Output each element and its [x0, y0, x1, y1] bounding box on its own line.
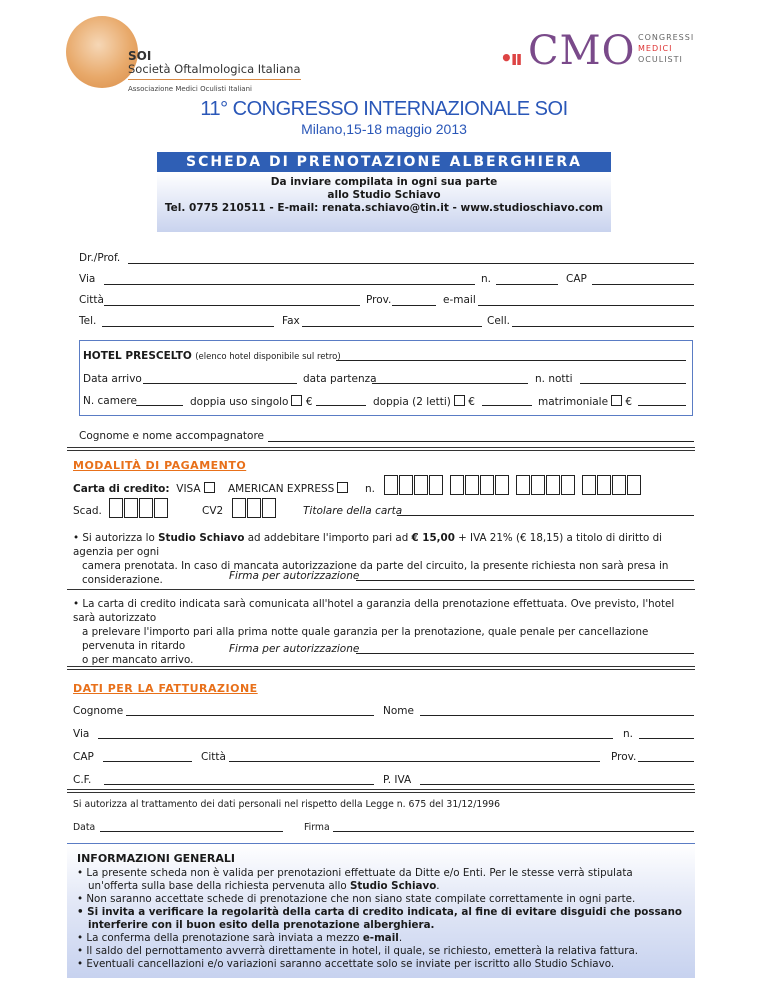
soi-logo [66, 14, 306, 100]
form-instructions [157, 172, 611, 232]
accomp-label: Cognome e nome accompagnatore [79, 430, 265, 442]
p1-line-2: camera prenotata. In caso di mancata autorizzazione da parte del circuito, la presente richiesta non sarà presa in considerazione. [82, 560, 669, 586]
n-label: n. [481, 273, 491, 285]
data-field[interactable] [100, 831, 283, 832]
digit-box[interactable] [465, 475, 479, 495]
digit-box[interactable] [531, 475, 545, 495]
euro-symbol: € [305, 396, 313, 408]
doppia-price-field[interactable] [482, 405, 532, 406]
dr-label: Dr./Prof. [79, 252, 121, 264]
doppia-checkbox[interactable] [454, 395, 465, 406]
data-label: Data [73, 822, 96, 833]
billing-section-title: DATI PER LA FATTURAZIONE [73, 682, 258, 695]
dus-checkbox[interactable] [291, 395, 302, 406]
i4c: . [398, 932, 403, 944]
divider [67, 447, 695, 451]
partenza-field[interactable] [372, 383, 528, 384]
bill-cap-label: CAP [73, 751, 94, 763]
p2-line-2: a prelevare l'importo pari alla prima notte quale garanzia per la prenotazione, quale penale per cancellazione pervenuta in ritardo [82, 626, 649, 652]
cognome-field[interactable] [126, 715, 374, 716]
divider [67, 666, 695, 670]
cmo-side-text [638, 32, 694, 65]
dus-price-field[interactable] [316, 405, 366, 406]
i1a: • La presente scheda non è valida per prenotazioni effettuate da Ditte e/o Enti. Per le stesse verrà stipulata un'offerta sulla base della richiesta pervenuta allo [77, 867, 633, 892]
citta-field[interactable] [104, 305, 360, 306]
hotel-label [83, 350, 341, 362]
info-item-3: • Si invita a verificare la regolarità della carta di credito indicata, al fine di evitare disguidi che possano interferire con il buon esito della prenotazione alberghiera. [77, 906, 682, 931]
titolare-field[interactable] [397, 515, 694, 516]
cell-label: Cell. [487, 315, 510, 327]
digit-box[interactable] [262, 498, 276, 518]
bill-cap-field[interactable] [103, 761, 192, 762]
accomp-field[interactable] [268, 441, 694, 442]
arrivo-label: Data arrivo [83, 373, 142, 385]
bill-citta-label: Città [201, 751, 226, 763]
info-item-5: • Il saldo del pernottamento avverrà direttamente in hotel, il quale, se richiesto, emetterà la relativa fattura. [77, 945, 639, 957]
email-field[interactable] [478, 305, 694, 306]
notti-label: n. notti [535, 373, 573, 385]
notti-field[interactable] [580, 383, 686, 384]
privacy-text: Si autorizza al trattamento dei dati personali nel rispetto della Legge n. 675 del 31/12/1996 [73, 799, 501, 810]
digit-box[interactable] [414, 475, 428, 495]
general-info-box [67, 843, 695, 978]
cmo-logo [500, 28, 710, 78]
cf-field[interactable] [104, 784, 374, 785]
digit-box[interactable] [516, 475, 530, 495]
nome-field[interactable] [420, 715, 694, 716]
i4a: • La conferma della prenotazione sarà inviata a mezzo [77, 932, 363, 944]
email-label: e-mail [443, 294, 476, 306]
soi-wordmark [128, 50, 301, 96]
arrivo-field[interactable] [143, 383, 297, 384]
fax-label: Fax [282, 315, 300, 327]
digit-box[interactable] [429, 475, 443, 495]
citta-label: Città [79, 294, 104, 306]
tel-field[interactable] [102, 326, 274, 327]
digit-box[interactable] [154, 498, 168, 518]
carta-label [73, 482, 348, 495]
cmo-side-3: OCULISTI [638, 55, 683, 64]
firma-label: Firma [304, 822, 330, 833]
bill-n-label: n. [623, 728, 633, 740]
p1-b: Studio Schiavo [158, 532, 245, 544]
info-item-1 [77, 867, 685, 893]
p1-d: € 15,00 [411, 532, 455, 544]
authorization-paragraph-1 [73, 531, 698, 587]
tel-label: Tel. [79, 315, 97, 327]
p2-line-3: o per mancato arrivo. [82, 654, 194, 666]
firma-field[interactable] [333, 831, 694, 832]
n-field[interactable] [496, 284, 558, 285]
bill-prov-label: Prov. [611, 751, 637, 763]
hotel-field[interactable] [336, 360, 686, 361]
digit-box[interactable] [495, 475, 509, 495]
cmo-wordmark: CMO [528, 28, 636, 74]
divider [67, 789, 695, 793]
info-item-6: • Eventuali cancellazioni e/o variazioni saranno accettate solo se inviate per iscritto allo Studio Schiavo. [77, 958, 615, 970]
instruction-line-2: allo Studio Schiavo [327, 189, 441, 201]
bill-citta-field[interactable] [229, 761, 600, 762]
digit-box[interactable] [109, 498, 123, 518]
congress-title: 11° CONGRESSO INTERNAZIONALE SOI [200, 98, 568, 120]
p2-line-1: • La carta di credito indicata sarà comunicata all'hotel a garanzia della prenotazione effettuata. Ove previsto, l'hotel sarà autorizzato [73, 598, 675, 624]
info-item-4 [77, 932, 685, 945]
visa-checkbox[interactable] [204, 482, 215, 493]
camere-field[interactable] [136, 405, 183, 406]
cmo-side-2: MEDICI [638, 44, 673, 53]
digit-box[interactable] [450, 475, 464, 495]
via-field[interactable] [104, 284, 475, 285]
i1c: . [436, 880, 440, 892]
doppia-label [373, 395, 475, 408]
hotel-label-text: HOTEL PRESCELTO [83, 350, 192, 362]
piva-field[interactable] [420, 784, 694, 785]
payment-section-title: MODALITÀ DI PAGAMENTO [73, 459, 247, 472]
dr-field[interactable] [128, 263, 694, 264]
form-title: SCHEDA DI PRENOTAZIONE ALBERGHIERA [157, 152, 611, 172]
bill-via-label: Via [73, 728, 90, 740]
firma-auth-field-2[interactable] [356, 653, 694, 654]
piva-label: P. IVA [383, 774, 412, 786]
digit-box[interactable] [597, 475, 611, 495]
firma-auth-label-2: Firma per autorizzazione [229, 643, 360, 655]
titolare-label: Titolare della carta [303, 505, 403, 517]
amex-text: AMERICAN EXPRESS [227, 483, 335, 495]
authorization-paragraph-2 [73, 597, 698, 667]
firma-auth-label-1: Firma per autorizzazione [229, 570, 360, 582]
matr-text: matrimoniale [538, 396, 609, 408]
scad-label: Scad. [73, 505, 102, 517]
i1b: Studio Schiavo [349, 880, 437, 892]
amex-checkbox[interactable] [337, 482, 348, 493]
digit-box[interactable] [561, 475, 575, 495]
info-title: INFORMAZIONI GENERALI [77, 852, 235, 865]
divider [67, 589, 695, 590]
digit-box[interactable] [480, 475, 494, 495]
digit-box[interactable] [247, 498, 261, 518]
digit-box[interactable] [582, 475, 596, 495]
hotel-note: (elenco hotel disponibile sul retro) [195, 352, 341, 362]
bill-via-field[interactable] [98, 738, 613, 739]
soi-name: Società Oftalmologica Italiana [128, 62, 301, 76]
dus-label [190, 395, 313, 408]
nome-label: Nome [383, 705, 414, 717]
p1-a: • Si autorizza lo [73, 532, 159, 544]
p1-e: + IVA 21% (€ 18,15) a titolo di diritto di agenzia per ogni [73, 532, 663, 558]
doppia-text: doppia (2 letti) [373, 396, 451, 408]
cap-field[interactable] [592, 284, 694, 285]
cmo-side-1: CONGRESSI [638, 33, 695, 42]
firma-auth-field-1[interactable] [356, 580, 694, 581]
visa-text: VISA [176, 483, 201, 495]
fax-field[interactable] [302, 326, 482, 327]
prov-field[interactable] [392, 305, 436, 306]
matr-price-field[interactable] [638, 405, 686, 406]
euro-symbol: € [468, 396, 475, 408]
digit-box[interactable] [384, 475, 398, 495]
digit-box[interactable] [627, 475, 641, 495]
digit-box[interactable] [124, 498, 138, 518]
info-item-2: • Non saranno accettate schede di prenotazione che non siano state compilate correttamente in ogni parte. [77, 893, 636, 905]
cell-field[interactable] [512, 326, 694, 327]
cf-label: C.F. [73, 774, 92, 786]
cognome-label: Cognome [73, 705, 124, 717]
bill-prov-field[interactable] [638, 761, 694, 762]
euro-symbol: € [625, 396, 633, 408]
soi-sub: Associazione Medici Oculisti Italiani [128, 79, 301, 96]
instruction-line-3: Tel. 0775 210511 - E-mail: renata.schiavo@tin.it - www.studioschiavo.com [164, 202, 604, 214]
cmo-dots-icon: •ıı [500, 46, 521, 70]
congress-subtitle: Milano,15-18 maggio 2013 [301, 121, 467, 137]
digit-box[interactable] [399, 475, 413, 495]
dus-text: doppia uso singolo [190, 396, 289, 408]
via-label: Via [79, 273, 96, 285]
digit-box[interactable] [612, 475, 626, 495]
matr-label [538, 395, 632, 408]
i4b: e-mail [362, 932, 399, 944]
cv2-label: CV2 [202, 505, 224, 517]
cap-label: CAP [566, 273, 587, 285]
prov-label: Prov. [366, 294, 392, 306]
bill-n-field[interactable] [639, 738, 694, 739]
instruction-line-1: Da inviare compilata in ogni sua parte [270, 176, 498, 188]
matr-checkbox[interactable] [611, 395, 622, 406]
carta-text: Carta di credito: [73, 483, 170, 495]
soi-abbr: SOI [128, 49, 152, 63]
card-number-label: n. [365, 483, 375, 495]
digit-box[interactable] [232, 498, 246, 518]
p1-c: ad addebitare l'importo pari ad [244, 532, 412, 544]
digit-box[interactable] [546, 475, 560, 495]
partenza-label: data partenza [303, 373, 377, 385]
camere-label: N. camere [83, 395, 137, 407]
digit-box[interactable] [139, 498, 153, 518]
